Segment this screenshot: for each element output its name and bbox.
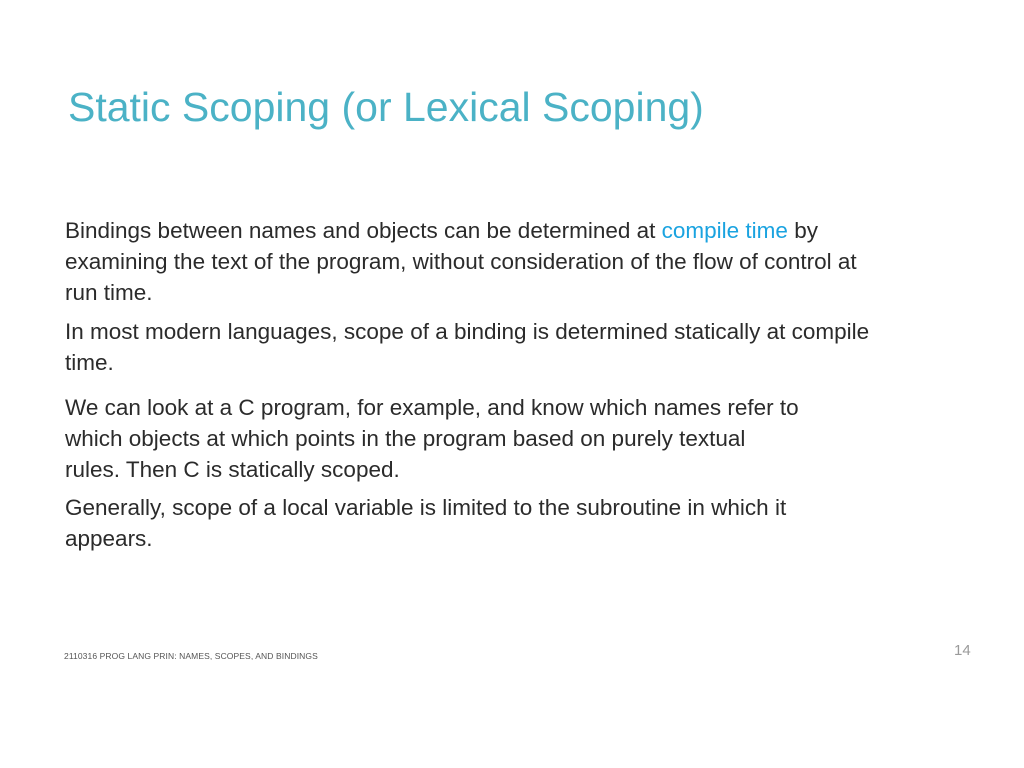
paragraph-1-line-1: Bindings between names and objects can be determined at compile time by — [65, 218, 818, 243]
paragraph-1-line-2: examining the text of the program, without consideration of the flow of control at — [65, 249, 857, 274]
paragraph-2-line-2: time. — [65, 350, 114, 375]
paragraph-3 — [65, 392, 990, 485]
page-number: 14 — [954, 642, 971, 659]
highlight-compile-time: compile time — [661, 218, 788, 243]
paragraph-2-line-1: In most modern languages, scope of a binding is determined statically at compile — [65, 319, 870, 344]
slide-footer: 2110316 PROG LANG PRIN: NAMES, SCOPES, AND BINDINGS — [64, 651, 318, 661]
paragraph-3-line-1: We can look at a C program, for example, and know which names refer to — [65, 395, 799, 420]
paragraph-4 — [65, 492, 990, 554]
paragraph-4-line-1: Generally, scope of a local variable is limited to the subroutine in which it — [65, 495, 787, 520]
slide-title: Static Scoping (or Lexical Scoping) — [68, 84, 704, 130]
paragraph-3-line-2: which objects at which points in the program based on purely textual — [65, 426, 746, 451]
paragraph-4-line-2: appears. — [65, 526, 153, 551]
paragraph-1-line-3: run time. — [65, 280, 153, 305]
paragraph-3-line-3: rules. Then C is statically scoped. — [65, 457, 400, 482]
paragraph-2 — [65, 316, 990, 378]
paragraph-1 — [65, 215, 990, 308]
